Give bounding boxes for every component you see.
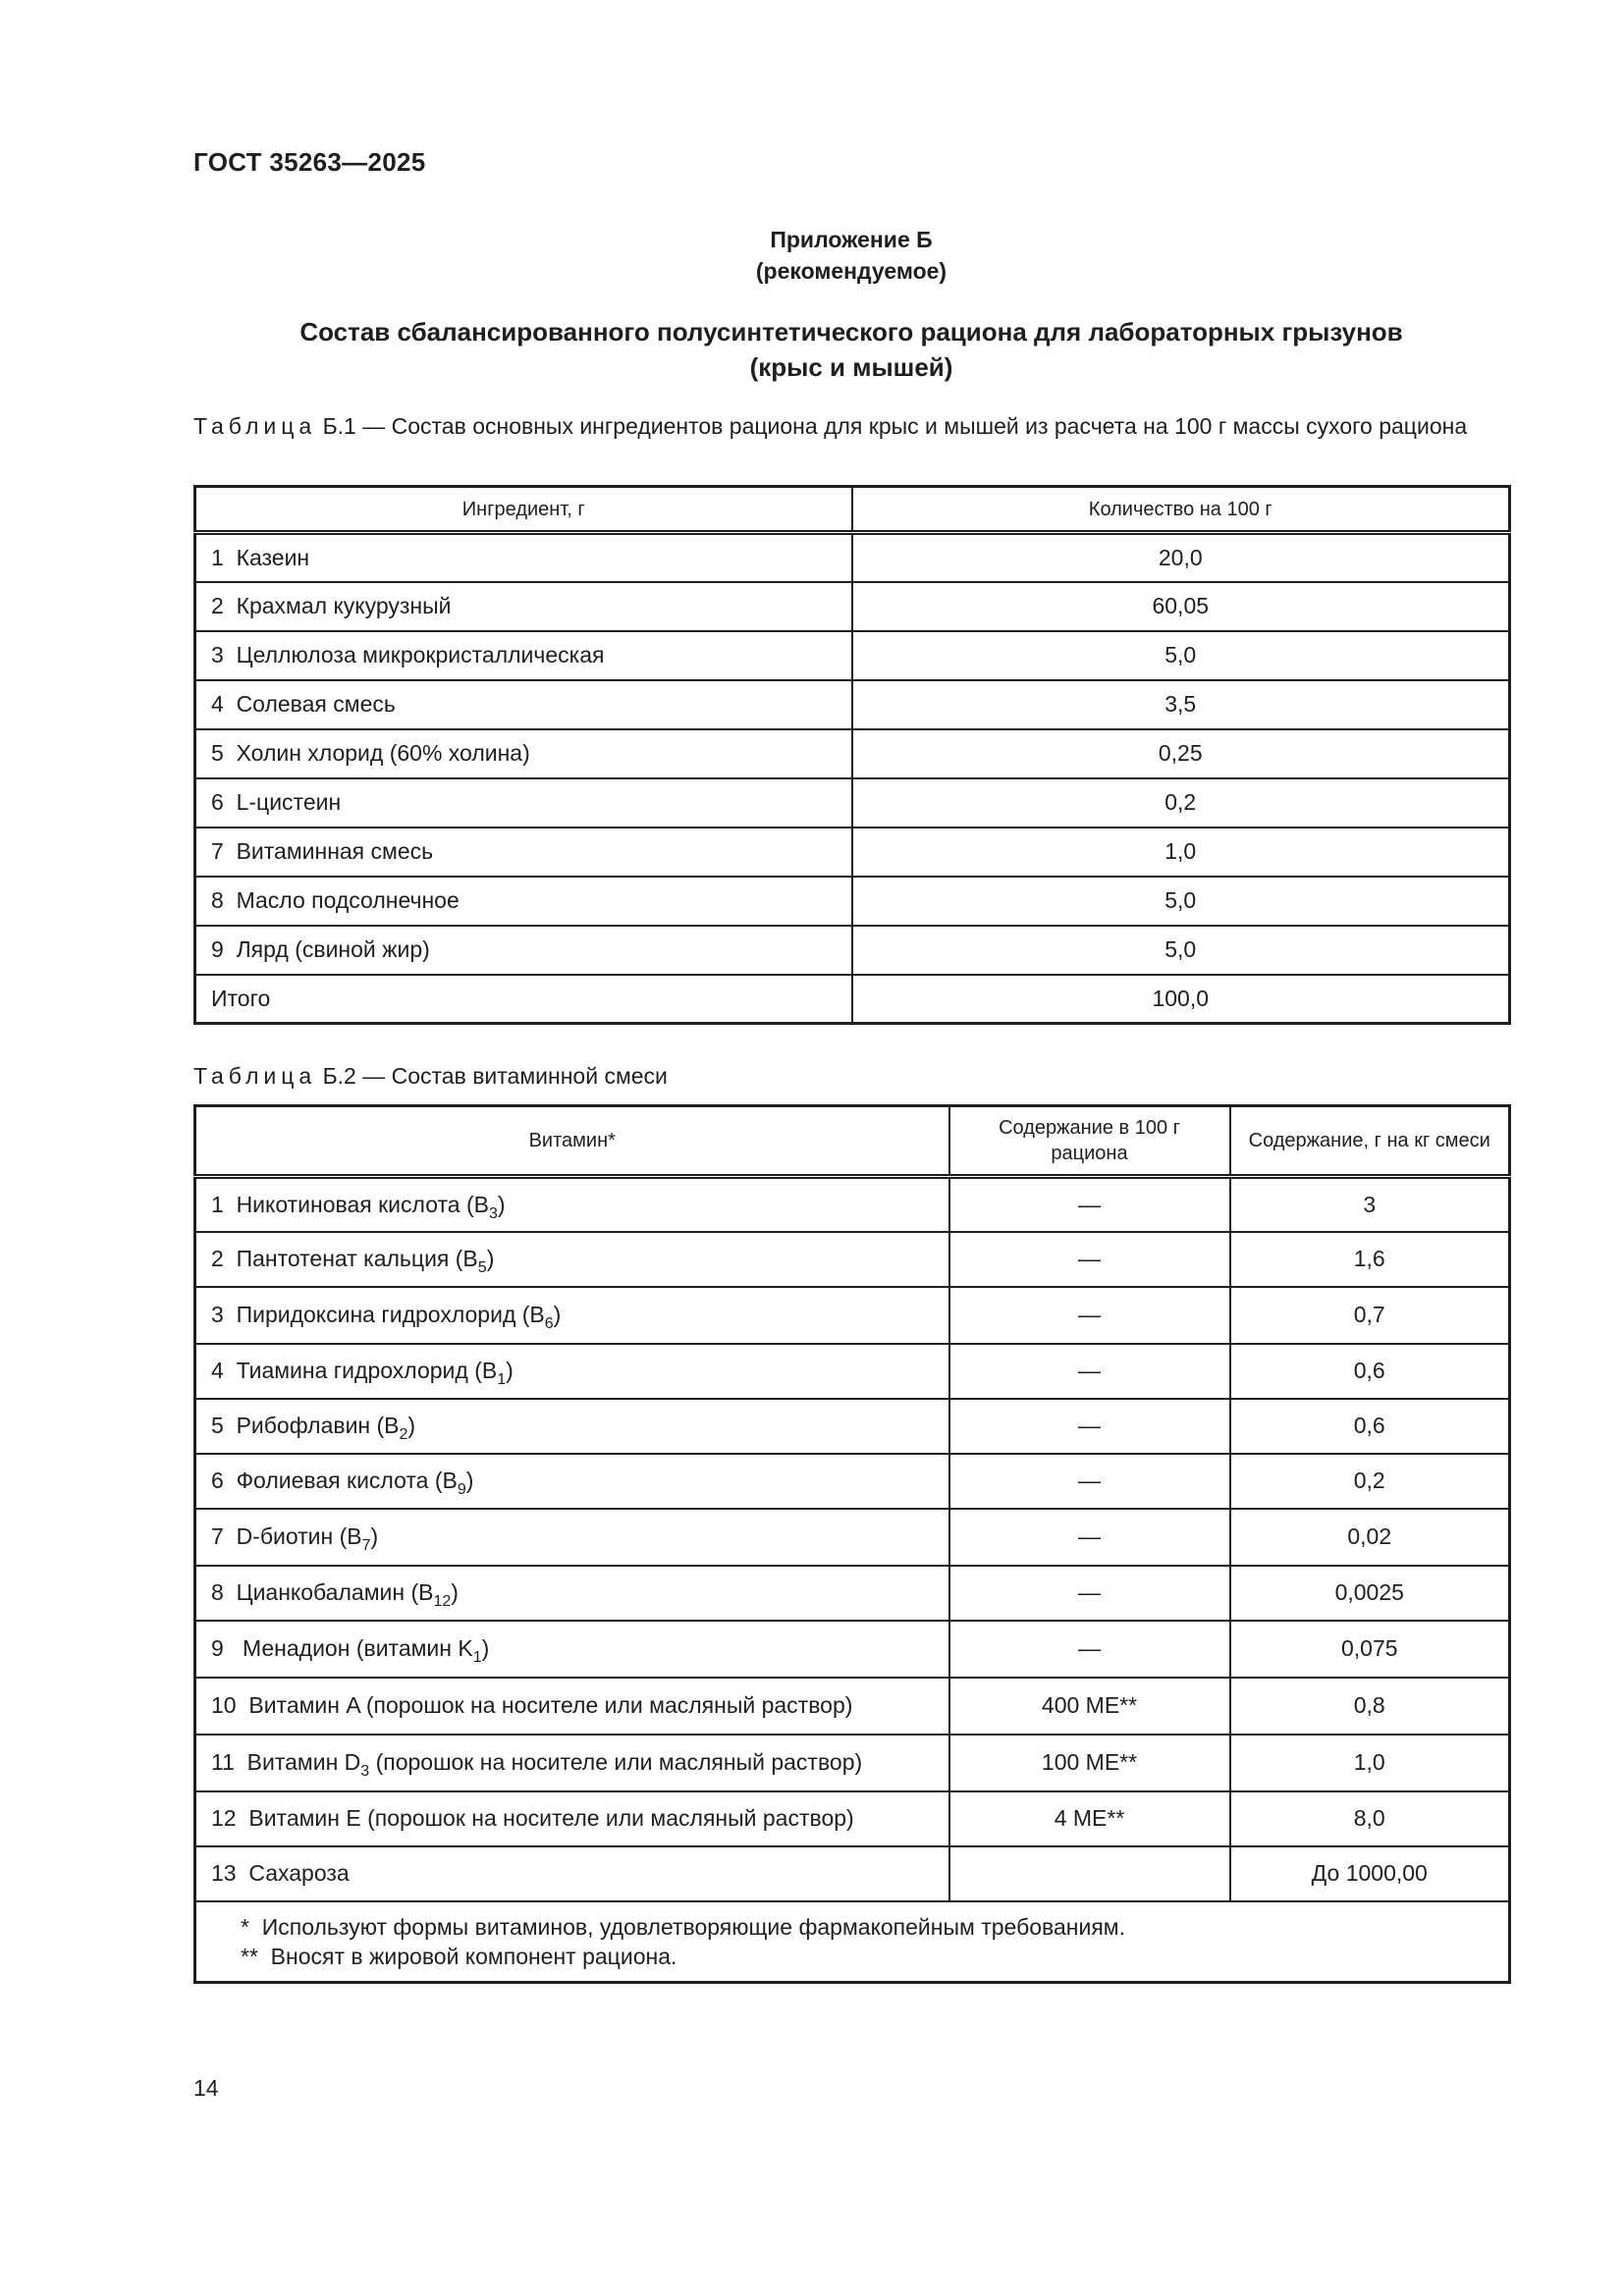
ingredient-cell: 8 Масло подсолнечное [195,877,852,926]
column-header-ingredient: Ингредиент, г [195,487,852,533]
column-header-per-kg: Содержание, г на кг смеси [1230,1106,1510,1177]
per-100g-cell: 4 МЕ** [949,1791,1230,1846]
appendix-heading [193,224,1509,287]
title-line-1: Состав сбалансированного полусинтетического рациона для лабораторных грызунов [299,317,1403,347]
vitamin-name-cell [195,1621,949,1678]
notes-cell [195,1901,1510,1983]
table-row [195,975,1510,1024]
per-kg-cell: 0,6 [1230,1399,1510,1454]
per-100g-cell: — [949,1621,1230,1678]
vitamin-name: 7 D-биотин (B [211,1523,362,1549]
vitamin-name-cell [195,1735,949,1791]
vitamin-name: 1 Никотиновая кислота (B [211,1191,489,1217]
vitamin-name: 10 Витамин A (порошок на носителе или масляный раствор) [211,1692,853,1718]
amount-cell: 100,0 [852,975,1510,1024]
per-kg-cell: 1,6 [1230,1232,1510,1287]
vitamin-name-cell [195,1287,949,1344]
vitamin-name-cell [195,1344,949,1399]
table-row [195,1399,1510,1454]
ingredients-table [193,485,1511,1025]
per-kg-cell: До 1000,00 [1230,1846,1510,1901]
column-header-amount: Количество на 100 г [852,487,1510,533]
vitamin-subscript: 1 [472,1649,482,1666]
table-header-row [195,487,1510,533]
per-kg-cell: 0,075 [1230,1621,1510,1678]
table-row [195,1566,1510,1621]
ingredient-cell: 4 Солевая смесь [195,680,852,729]
column-header-vitamin: Витамин* [195,1106,949,1177]
vitamin-name: 8 Цианкобаламин (B [211,1579,434,1605]
vitamin-name-cell [195,1846,949,1901]
table-row [195,1287,1510,1344]
ingredient-cell: Итого [195,975,852,1024]
vitamin-name-suffix: ) [553,1302,562,1327]
column-header-per-100g: Содержание в 100 г рациона [949,1106,1230,1177]
vitamin-name: 2 Пантотенат кальция (B [211,1246,478,1271]
vitamin-subscript: 3 [360,1763,370,1780]
standard-number: ГОСТ 35263—2025 [193,147,426,177]
vitamin-name-cell [195,1791,949,1846]
amount-cell: 3,5 [852,680,1510,729]
table-row [195,1621,1510,1678]
per-kg-cell: 0,7 [1230,1287,1510,1344]
vitamin-name-cell [195,1678,949,1735]
per-100g-cell: — [949,1344,1230,1399]
per-100g-cell: — [949,1454,1230,1509]
vitamin-subscript: 3 [488,1204,498,1222]
per-kg-cell: 0,0025 [1230,1566,1510,1621]
vitamin-name-suffix: ) [465,1468,474,1493]
vitamin-name: 3 Пиридоксина гидрохлорид (B [211,1302,545,1327]
vitamin-name-suffix: ) [486,1246,495,1271]
vitamin-name-suffix: ) [506,1358,514,1383]
amount-cell: 0,25 [852,729,1510,778]
per-kg-cell: 1,0 [1230,1735,1510,1791]
table-header-row [195,1106,1510,1177]
vitamin-name-suffix: ) [407,1413,416,1438]
ingredient-cell: 7 Витаминная смесь [195,828,852,877]
table1-label: Таблица [193,413,317,439]
table-row [195,1509,1510,1566]
vitamin-name-suffix: ) [497,1191,506,1217]
amount-cell: 60,05 [852,582,1510,631]
ingredient-cell: 1 Казеин [195,533,852,582]
page-number: 14 [193,2075,219,2101]
table-row [195,1678,1510,1735]
table2-caption-text: Б.2 — Состав витаминной смеси [322,1063,668,1089]
ingredient-cell: 5 Холин хлорид (60% холина) [195,729,852,778]
vitamin-mix-table [193,1104,1511,1984]
table-row [195,1344,1510,1399]
table2-label: Таблица [193,1063,317,1089]
table2-caption [193,1061,1509,1092]
amount-cell: 0,2 [852,778,1510,828]
ingredient-cell: 9 Лярд (свиной жир) [195,926,852,975]
vitamin-name-suffix: ) [451,1579,459,1605]
table1-caption [193,411,1509,442]
vitamin-name: 11 Витамин D [211,1749,361,1775]
ingredient-cell: 6 L-цистеин [195,778,852,828]
vitamin-name: 12 Витамин E (порошок на носителе или масляный раствор) [211,1805,854,1831]
table-row [195,631,1510,680]
per-kg-cell: 0,02 [1230,1509,1510,1566]
per-100g-cell: — [949,1232,1230,1287]
vitamin-name: 9 Менадион (витамин K [211,1635,473,1661]
vitamin-name-cell [195,1566,949,1621]
vitamin-name-cell [195,1232,949,1287]
per-100g-cell: — [949,1566,1230,1621]
appendix-title: Приложение Б [770,227,933,252]
amount-cell: 5,0 [852,877,1510,926]
table1-caption-text: Б.1 — Состав основных ингредиентов рациона для крыс и мышей из расчета на 100 г массы сухого рациона [322,413,1468,439]
notes-row [195,1901,1510,1983]
vitamin-name: 13 Сахароза [211,1860,350,1886]
table-row [195,1846,1510,1901]
footnote: ** Вносят в жировой компонент рациона. [241,1943,677,1969]
vitamin-subscript: 12 [433,1593,452,1610]
vitamin-name-cell [195,1454,949,1509]
per-100g-cell: — [949,1399,1230,1454]
amount-cell: 1,0 [852,828,1510,877]
per-kg-cell: 0,2 [1230,1454,1510,1509]
vitamin-subscript: 1 [497,1371,507,1388]
table-row [195,828,1510,877]
amount-cell: 5,0 [852,631,1510,680]
vitamin-name-suffix: ) [370,1523,379,1549]
vitamin-name: 5 Рибофлавин (B [211,1413,400,1438]
table-row [195,1232,1510,1287]
per-kg-cell: 0,6 [1230,1344,1510,1399]
per-100g-cell [949,1846,1230,1901]
table-row [195,1791,1510,1846]
vitamin-subscript: 6 [544,1315,554,1332]
vitamin-name: 4 Тиамина гидрохлорид (B [211,1358,498,1383]
ingredient-cell: 3 Целлюлоза микрокристаллическая [195,631,852,680]
vitamin-subscript: 5 [477,1259,487,1276]
per-100g-cell: — [949,1509,1230,1566]
vitamin-name-cell [195,1399,949,1454]
per-kg-cell: 8,0 [1230,1791,1510,1846]
table-row [195,533,1510,582]
vitamin-name-cell [195,1177,949,1232]
table-row [195,1454,1510,1509]
amount-cell: 20,0 [852,533,1510,582]
table-row [195,778,1510,828]
document-title [193,314,1509,385]
per-100g-cell: — [949,1177,1230,1232]
vitamin-name: 6 Фолиевая кислота (B [211,1468,458,1493]
vitamin-name-cell [195,1509,949,1566]
vitamin-subscript: 9 [457,1481,466,1498]
table-row [195,729,1510,778]
amount-cell: 5,0 [852,926,1510,975]
title-line-2: (крыс и мышей) [749,352,953,382]
per-100g-cell: 100 МЕ** [949,1735,1230,1791]
per-kg-cell: 3 [1230,1177,1510,1232]
per-100g-cell: 400 МЕ** [949,1678,1230,1735]
vitamin-subscript: 2 [399,1426,408,1443]
vitamin-name-suffix: (порошок на носителе или масляный раствор) [369,1749,863,1775]
table-row [195,1735,1510,1791]
table-row [195,582,1510,631]
per-100g-cell: — [949,1287,1230,1344]
per-kg-cell: 0,8 [1230,1678,1510,1735]
table-row [195,1177,1510,1232]
vitamin-subscript: 7 [361,1537,371,1554]
ingredient-cell: 2 Крахмал кукурузный [195,582,852,631]
table-row [195,926,1510,975]
appendix-status: (рекомендуемое) [755,258,947,284]
table-row [195,680,1510,729]
vitamin-name-suffix: ) [481,1635,490,1661]
table-row [195,877,1510,926]
footnote: * Используют формы витаминов, удовлетворяющие фармакопейным требованиям. [241,1913,1125,1940]
